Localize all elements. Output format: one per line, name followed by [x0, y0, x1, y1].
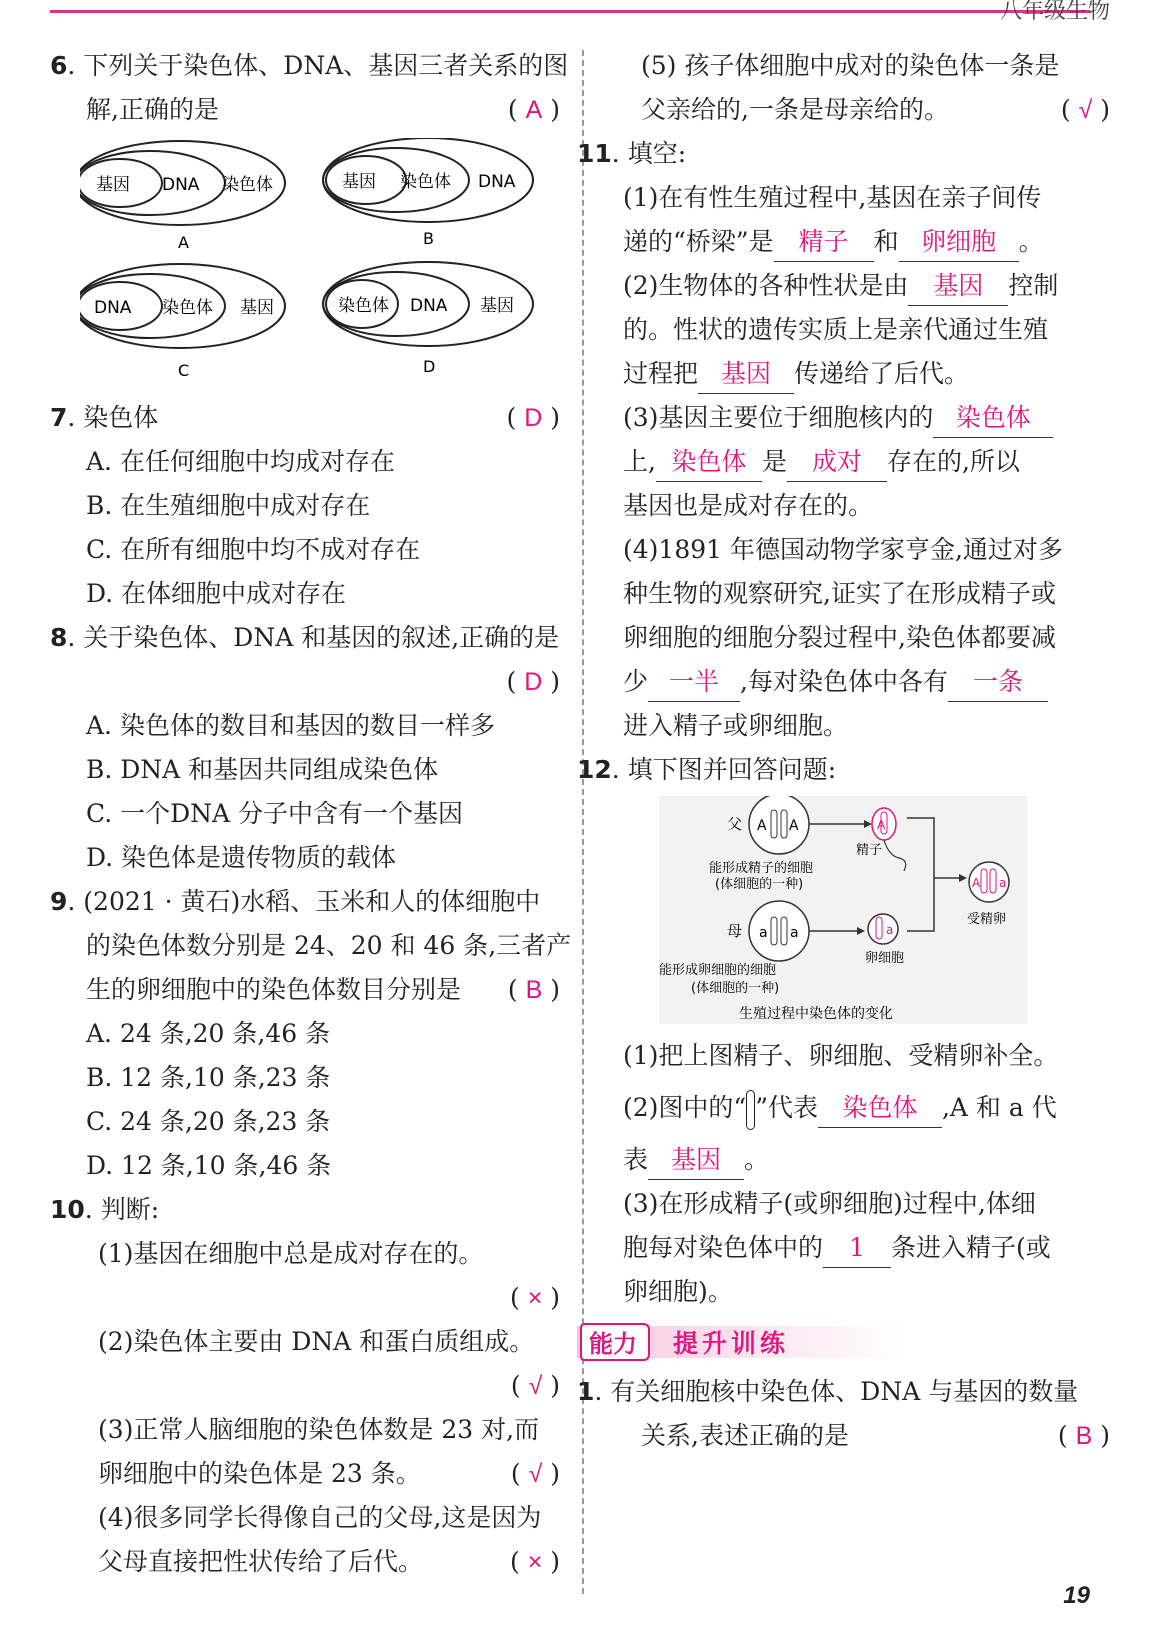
section-header — [577, 1320, 1110, 1364]
q10-item4-answer: ( × ) — [509, 1547, 560, 1576]
left-column — [50, 44, 572, 1584]
q9-line1: 9. (2021 · 黄石)水稻、玉米和人的体细胞中 — [50, 887, 541, 916]
q11-blank-gene1: 基因 — [908, 267, 1008, 306]
q7-option-b: B. 在生殖细胞中成对存在 — [86, 491, 371, 520]
venn-d-letter: D — [423, 357, 436, 376]
header-rule — [50, 10, 1090, 13]
right-column — [577, 44, 1110, 1458]
q7-answer: ( D ) — [506, 403, 560, 432]
q11-p4d: 少 一半 ,每对染色体中各有 一条 — [605, 660, 1110, 704]
venn-option-c — [80, 264, 285, 380]
q12-blank-one: 1 — [823, 1229, 891, 1268]
diagram-caption: 生殖过程中染色体的变化 — [739, 1006, 893, 1022]
q6-figure — [80, 138, 560, 392]
q10-item2-answer: ( √ ) — [510, 1371, 560, 1400]
q12-p1: (1)把上图精子、卵细胞、受精卵补全。 — [623, 1041, 1059, 1070]
q9-line2: 的染色体数分别是 24、20 和 46 条,三者产 — [86, 931, 572, 960]
venn-d-inner: 染色体 — [338, 296, 389, 316]
sperm-label: 精子 — [856, 843, 883, 858]
q10-item5-answer: ( √ ) — [1060, 95, 1110, 124]
section-title: 提升训练 — [673, 1329, 790, 1358]
venn-c-mid: 染色体 — [162, 298, 213, 318]
q10-item3-line2: 卵细胞中的染色体是 23 条。 ( √ ) — [50, 1452, 560, 1496]
q12-p3c: 卵细胞)。 — [623, 1277, 733, 1306]
q9-option-d: D. 12 条,10 条,46 条 — [86, 1151, 332, 1180]
venn-b-mid: 染色体 — [400, 172, 451, 192]
q7-option-c: C. 在所有细胞中均不成对存在 — [86, 535, 421, 564]
q11-p1b: 递的“桥梁”是 精子 和 卵细胞 。 — [605, 220, 1110, 264]
father-cell-label2: (体细胞的一种) — [715, 877, 804, 892]
header-text: 八年级生物 — [999, 0, 1110, 24]
q7-stem: 7. 染色体 ( D ) — [50, 396, 560, 440]
egg-gene: a — [886, 923, 894, 937]
q9-option-a: A. 24 条,20 条,46 条 — [86, 1019, 331, 1048]
venn-c-inner: DNA — [94, 298, 132, 318]
zygote-label: 受精卵 — [967, 912, 1007, 927]
q11-p3b: 上, 染色体 是 成对 存在的,所以 — [605, 440, 1110, 484]
q11-p4b: 种生物的观察研究,证实了在形成精子或 — [623, 579, 1056, 608]
mother-gene-r: a — [790, 925, 799, 941]
q8-answer: ( D ) — [506, 667, 560, 696]
venn-d-mid: DNA — [410, 296, 448, 316]
q11-stem: 11. 填空: — [577, 139, 687, 168]
q11-p4a: (4)1891 年德国动物学家亨金,通过对多 — [623, 535, 1063, 564]
q9-answer: ( B ) — [507, 975, 560, 1004]
venn-a-outer: 染色体 — [222, 175, 273, 195]
q10-item4-line2: 父母直接把性状传给了后代。 ( × ) — [50, 1540, 560, 1584]
q11-blank-one: 一条 — [948, 663, 1048, 702]
mother-cell-label2: (体细胞的一种) — [691, 981, 780, 996]
q10-item2-answer-line — [50, 1364, 560, 1408]
q10-item4-line1: (4)很多同学长得像自己的父母,这是因为 — [98, 1503, 542, 1532]
mother-cell-label1: 能形成卵细胞的细胞 — [659, 963, 777, 978]
q12-p3b: 胞每对染色体中的 1 条进入精子(或 — [605, 1226, 1110, 1270]
q12-p3a: (3)在形成精子(或卵细胞)过程中,体细 — [623, 1189, 1036, 1218]
q11-p4c: 卵细胞的细胞分裂过程中,染色体都要减 — [623, 623, 1056, 652]
s1-line2: 关系,表述正确的是 ( B ) — [605, 1414, 1110, 1458]
venn-b-outer: DNA — [478, 172, 516, 192]
egg-cell — [868, 914, 898, 944]
mother-cell — [749, 901, 809, 961]
venn-option-a — [80, 141, 285, 252]
q12-blank-chromosome: 染色体 — [818, 1089, 942, 1128]
q6-line2: 解,正确的是 ( A ) — [50, 88, 560, 132]
sperm-gene: A — [877, 818, 886, 832]
q8-option-d: D. 染色体是遗传物质的载体 — [86, 843, 397, 872]
q11-p1a: (1)在有性生殖过程中,基因在亲子间传 — [623, 183, 1042, 212]
egg-label: 卵细胞 — [865, 951, 905, 966]
q10-item5-line1: (5) 孩子体细胞中成对的染色体一条是 — [641, 51, 1060, 80]
q11-blank-half: 一半 — [648, 663, 740, 702]
q9-option-c: C. 24 条,20 条,23 条 — [86, 1107, 331, 1136]
q10-item2: (2)染色体主要由 DNA 和蛋白质组成。 — [98, 1327, 535, 1356]
venn-a-inner: 基因 — [96, 175, 130, 195]
mother-gene-l: a — [759, 925, 768, 941]
q6-line1: 6. 下列关于染色体、DNA、基因三者关系的图 — [50, 51, 569, 80]
q11-blank-chromosome1: 染色体 — [933, 399, 1053, 438]
chromosome-symbol-icon — [746, 1090, 755, 1130]
q10-item3-line1: (3)正常人脑细胞的染色体数是 23 对,而 — [98, 1415, 540, 1444]
q10-item5-line2: 父亲给的,一条是母亲给的。 ( √ ) — [605, 88, 1110, 132]
q10-stem: 10. 判断: — [50, 1195, 160, 1224]
q10-item1-answer-line — [50, 1276, 560, 1320]
venn-c-outer: 基因 — [240, 298, 274, 318]
q8-option-c: C. 一个DNA 分子中含有一个基因 — [86, 799, 464, 828]
page-number: 19 — [1063, 1582, 1090, 1609]
q12-figure — [659, 796, 1110, 1028]
q11-p4e: 进入精子或卵细胞。 — [623, 711, 849, 740]
father-cell-label1: 能形成精子的细胞 — [709, 861, 814, 876]
q7-option-a: A. 在任何细胞中均成对存在 — [86, 447, 395, 476]
venn-option-d — [323, 262, 533, 376]
mother-label: 母 — [727, 922, 743, 940]
s1-answer: ( B ) — [1057, 1421, 1110, 1450]
venn-a-mid: DNA — [162, 175, 200, 195]
zygote-gene-l: A — [972, 876, 981, 890]
q11-blank-gene2: 基因 — [698, 355, 794, 394]
venn-b-inner: 基因 — [342, 172, 376, 192]
q12-reproduction-diagram — [659, 796, 1027, 1024]
q6-venn-diagrams — [80, 138, 550, 388]
venn-a-letter: A — [178, 233, 189, 252]
venn-c-letter: C — [178, 361, 190, 380]
q10-item3-answer: ( √ ) — [510, 1459, 560, 1488]
q7-option-d: D. 在体细胞中成对存在 — [86, 579, 347, 608]
q11-p2c: 过程把 基因 传递给了后代。 — [605, 352, 1110, 396]
q9-line3: 生的卵细胞中的染色体数目分别是 ( B ) — [50, 968, 560, 1012]
q8-option-a: A. 染色体的数目和基因的数目一样多 — [86, 711, 495, 740]
s1-line1: 1. 有关细胞核中染色体、DNA 与基因的数量 — [577, 1377, 1079, 1406]
venn-d-outer: 基因 — [480, 296, 514, 316]
venn-b-letter: B — [423, 229, 434, 248]
q10-item1-answer: ( × ) — [509, 1283, 560, 1312]
q12-p2a: (2)图中的“ ”代表 染色体 ,A 和 a 代 — [605, 1078, 1110, 1138]
father-gene-r: A — [789, 818, 799, 834]
section-tag: 能力 — [589, 1330, 637, 1358]
father-gene-l: A — [757, 818, 767, 834]
q12-stem: 12. 填下图并回答问题: — [577, 755, 837, 784]
q12-blank-gene: 基因 — [648, 1141, 744, 1180]
q10-item1: (1)基因在细胞中总是成对存在的。 — [98, 1239, 484, 1268]
q11-p2b: 的。性状的遗传实质上是亲代通过生殖 — [623, 315, 1049, 344]
q8-stem: 8. 关于染色体、DNA 和基因的叙述,正确的是 — [50, 623, 560, 652]
zygote-gene-r: a — [999, 876, 1007, 890]
q11-p3a: (3)基因主要位于细胞核内的 染色体 — [605, 396, 1110, 440]
q11-p2a: (2)生物体的各种性状是由 基因 控制 — [605, 264, 1110, 308]
q8-answer-line — [50, 660, 560, 704]
q11-blank-sperm: 精子 — [774, 223, 874, 262]
q8-option-b: B. DNA 和基因共同组成染色体 — [86, 755, 439, 784]
father-label: 父 — [727, 815, 743, 833]
q11-blank-egg: 卵细胞 — [899, 223, 1019, 262]
q11-blank-chromosome2: 染色体 — [656, 443, 762, 482]
q11-p3c: 基因也是成对存在的。 — [623, 491, 874, 520]
venn-option-b — [323, 138, 533, 248]
q12-p2b: 表 基因 。 — [605, 1138, 1110, 1182]
q6-answer: ( A ) — [507, 95, 560, 124]
q11-blank-paired: 成对 — [787, 443, 887, 482]
q9-option-b: B. 12 条,10 条,23 条 — [86, 1063, 331, 1092]
